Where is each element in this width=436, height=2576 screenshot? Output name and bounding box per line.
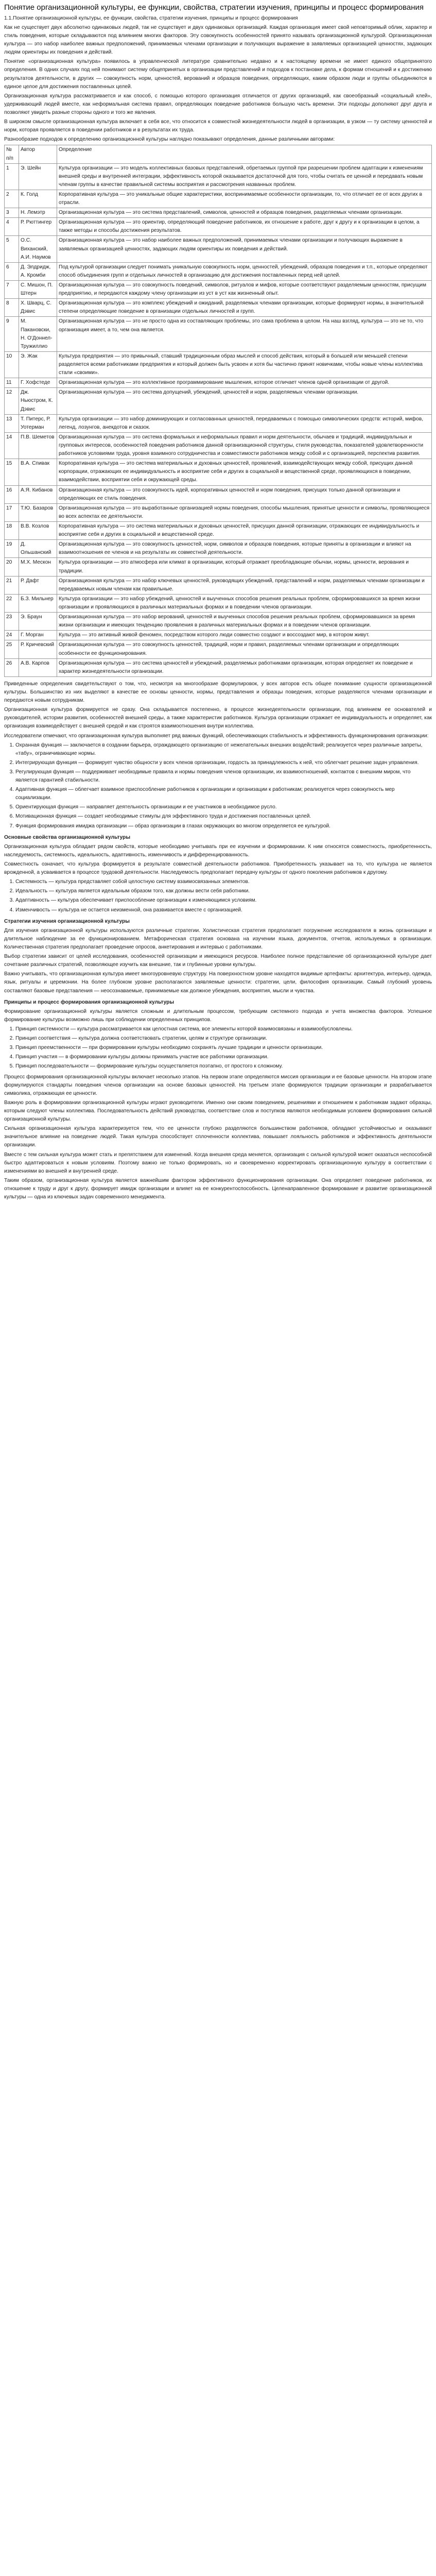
cell-definition: Культура организации — это модель коллективных базовых представлений, обретаемых группой при разрешении проблем адаптации к изменениям внешней среды и внутренней интеграции, эффективность которой оказывается достаточной для того, чтобы считать ее ценной и передавать новым членам группы в качестве правильной системы восприятия и рассмотрения названных проблем. bbox=[57, 163, 432, 190]
table-header-row bbox=[5, 145, 432, 163]
cell-number: 24 bbox=[5, 631, 19, 640]
table-row bbox=[5, 459, 432, 485]
list-item: 6. Мотивационная функция — создает необходимые стимулы для эффективного труда и достижения поставленных целей. bbox=[15, 812, 432, 821]
cell-author: Дж. Ньюстром, К. Дэвис bbox=[19, 388, 57, 414]
table-row bbox=[5, 317, 432, 351]
cell-definition: Корпоративная культура — это система материальных и духовных ценностей, проявлений, взаимодействующих между собой, присущих данной корпорации, отражающих ее индивидуальность и восприятие себя и других в социальной и вещественной среде, проявляющихся в поведении, взаимодействии, восприятии себя и окружающей среды. bbox=[57, 459, 432, 485]
cell-number: 14 bbox=[5, 432, 19, 459]
cell-number: 6 bbox=[5, 262, 19, 280]
cell-author: Х. Шварц, С. Дэвис bbox=[19, 299, 57, 317]
cell-number: 11 bbox=[5, 378, 19, 388]
paragraph: Организационная культура рассматривается и как способ, с помощью которого организация отличается от других организаций, как своеобразный «социальный клей», удерживающий людей вместе, как неформальная система правил, определяющих поведение работников большую часть времени. Эти подходы дополняют друг друга и позволяют увидеть разные стороны одного и того же явления. bbox=[4, 93, 432, 115]
cell-author: Р. Рюттингер bbox=[19, 218, 57, 236]
cell-definition: Организационная культура — это не просто одна из составляющих проблемы, это сама проблема в целом. На наш взгляд, культура — это не то, что организация имеет, а то, чем она является. bbox=[57, 317, 432, 351]
table-row bbox=[5, 432, 432, 459]
table-row bbox=[5, 208, 432, 218]
cell-author: Д. Ольшанский bbox=[19, 540, 57, 558]
cell-number: 2 bbox=[5, 190, 19, 208]
cell-author: Т.Ю. Базаров bbox=[19, 503, 57, 521]
paragraph: Организационная культура формируется не сразу. Она складывается постепенно, в процессе жизнедеятельности организации, под влиянием ее основателей и руководителей, истории развития, особенностей внешней среды, а также характеристик работников. Культура организации отражает ее индивидуальность и определяет, как организация взаимодействует с внешней средой и как строятся взаимоотношения внутри коллектива. bbox=[4, 707, 432, 730]
cell-number: 21 bbox=[5, 576, 19, 594]
list-item: 3. Адаптивность — культура обеспечивает приспособление организации к изменяющимся условиям. bbox=[15, 896, 432, 905]
cell-number: 16 bbox=[5, 485, 19, 503]
cell-definition: Культура предприятия — это привычный, ставший традиционным образ мыслей и способ действия, который в большей или меньшей степени разделяется всеми работниками предприятия и который должен быть усвоен и хотя бы частично принят новичками, чтобы новые члены коллектива стали «своими». bbox=[57, 351, 432, 378]
paragraph: Сильная организационная культура характеризуется тем, что ее ценности глубоко разделяются большинством работников, обладают устойчивостью и оказывают значительное влияние на поведение людей. Такая культура способствует сплоченности коллектива, повышает лояльность работников и эффективность деятельности организации. bbox=[4, 1126, 432, 1148]
paragraph: Для изучения организационной культуры используются различные стратегии. Холистическая стратегия предполагает погружение исследователя в жизнь организации и длительное наблюдение за ее функционированием. Метафорическая стратегия основана на изучении языка, документов, отчетов, используемых в организации. Количественная стратегия предполагает проведение опросов, анкетирования и интервью с работниками. bbox=[4, 927, 432, 951]
cell-author: Т. Питерс, Р. Уотерман bbox=[19, 414, 57, 432]
cell-number: 13 bbox=[5, 414, 19, 432]
table-row bbox=[5, 299, 432, 317]
table-row bbox=[5, 658, 432, 676]
cell-number: 19 bbox=[5, 540, 19, 558]
table-row bbox=[5, 190, 432, 208]
cell-definition: Организационная культура — это набор ключевых ценностей, руководящих убеждений, представлений и норм, разделяемых членами организации и передаваемых новым членам как правильные. bbox=[57, 576, 432, 594]
cell-author: М. Пакановски, Н. О'Доннел-Тружиллио bbox=[19, 317, 57, 351]
cell-definition: Организационная культура — это комплекс убеждений и ожиданий, разделяемых членами организации, которые формируют нормы, в значительной степени определяющие поведение в организации отдельных личностей и групп. bbox=[57, 299, 432, 317]
cell-definition: Организационная культура — это выработанные организацией нормы поведения, способы мышления, принятые ценности и символы, проявляющиеся во всех аспектах ее деятельности. bbox=[57, 503, 432, 521]
table-row bbox=[5, 262, 432, 280]
list-item: 2. Принцип соответствия — культура должна соответствовать стратегии, целям и структуре организации. bbox=[15, 1035, 432, 1043]
list-item: 2. Идеальность — культура является идеальным образом того, как должны вести себя работники. bbox=[15, 887, 432, 895]
cell-author: П.В. Шеметов bbox=[19, 432, 57, 459]
table-row bbox=[5, 378, 432, 388]
table-row bbox=[5, 281, 432, 299]
cell-number: 17 bbox=[5, 503, 19, 521]
cell-definition: Организационная культура — это совокупность ценностей, норм, символов и образцов поведения, которые приняты в организации и влияют на взаимоотношения ее членов и на результаты их совместной деятельности. bbox=[57, 540, 432, 558]
cell-definition: Организационная культура — это набор наиболее важных предположений, принимаемых членами организации и получающих выражение в заявляемых организацией ценностях, задающих людям ориентиры их поведения и действий. bbox=[57, 236, 432, 262]
section-heading: Стратегии изучения организационной культуры bbox=[4, 918, 130, 924]
table-row bbox=[5, 613, 432, 631]
cell-definition: Под культурой организации следует понимать уникальную совокупность норм, ценностей, убеждений, образцов поведения и т.п., которые определяют способ объединения групп и отдельных личностей в организацию для достижения поставленных перед ней целей. bbox=[57, 262, 432, 280]
cell-author: Э. Браун bbox=[19, 613, 57, 631]
section-heading: Основные свойства организационной культуры bbox=[4, 834, 131, 840]
cell-definition: Культура организации — это набор убеждений, ценностей и выученных способов решения реальных проблем, сформировавшихся за время жизни организации и проявляющихся в различных материальных формах и в поведении членов организации. bbox=[57, 594, 432, 612]
strategy-section bbox=[4, 927, 432, 995]
paragraph: Организационная культура обладает рядом свойств, которые необходимо учитывать при ее изучении и формировании. К ним относятся совместность, приобретенность, наследуемость, системность, идеальность, адаптивность, изменчивость и дифференцированность. bbox=[4, 843, 432, 858]
cell-definition: Корпоративная культура — это уникальные общие характеристики, воспринимаемые особенности организации, то, что отличает ее от всех других в отрасли. bbox=[57, 190, 432, 208]
list-item: 5. Принцип последовательности — формирование культуры осуществляется поэтапно, от простого к сложному. bbox=[15, 1062, 432, 1071]
cell-number: 3 bbox=[5, 208, 19, 218]
functions-list bbox=[4, 741, 432, 831]
table-row bbox=[5, 558, 432, 576]
section-heading: Принципы и процесс формирования организационной культуры bbox=[4, 999, 175, 1005]
cell-author: Э. Жак bbox=[19, 351, 57, 378]
cell-author: Д. Элдридж, А. Кромби bbox=[19, 262, 57, 280]
cell-number: 1 bbox=[5, 163, 19, 190]
table-row bbox=[5, 218, 432, 236]
cell-definition: Культура — это активный живой феномен, посредством которого люди совместно создают и воссоздают мир, в котором живут. bbox=[57, 631, 432, 640]
cell-definition: Организационная культура — это система ценностей и убеждений, разделяемых работниками организации, которая определяет их поведение и характер жизнедеятельности организации. bbox=[57, 658, 432, 676]
cell-definition: Организационная культура — это система представлений, символов, ценностей и образцов поведения, разделяемых членами организации. bbox=[57, 208, 432, 218]
cell-author: К. Голд bbox=[19, 190, 57, 208]
cell-definition: Корпоративная культура — это система материальных и духовных ценностей, присущих данной организации, отражающих ее индивидуальность и восприятие себя и других в социальной и вещественной среде. bbox=[57, 521, 432, 539]
cell-author: Г. Морган bbox=[19, 631, 57, 640]
cell-author: А.В. Карпов bbox=[19, 658, 57, 676]
cell-author: Б.З. Мильнер bbox=[19, 594, 57, 612]
paragraph: Совместность означает, что культура формируется в результате совместной деятельности работников. Приобретенность указывает на то, что культура не является врожденной, а усваивается в процессе трудовой деятельности. Наследуемость предполагает передачу культуры от одного поколения работников к другому. bbox=[4, 861, 432, 876]
paragraph: 1.1.Понятие организационной культуры, ее функции, свойства, стратегии изучения, принципы и процесс формирования bbox=[4, 15, 298, 21]
properties-section bbox=[4, 843, 432, 877]
table-row bbox=[5, 163, 432, 190]
cell-definition: Организационная культура — это совокупность идей, корпоративных ценностей и норм поведения, присущих только данной организации и определяющих ее стиль поведения. bbox=[57, 485, 432, 503]
cell-author: Э. Шейн bbox=[19, 163, 57, 190]
cell-number: 18 bbox=[5, 521, 19, 539]
paragraph: Важную роль в формировании организационной культуры играют руководители. Именно они своим поведением, решениями и отношением к работникам задают образцы, которым следуют члены коллектива. Последовательность действий руководства, соответствие слов и поступков являются необходимым условием формирования сильной организационной культуры. bbox=[4, 1099, 432, 1123]
list-item: 1. Охранная функция — заключается в создании барьера, ограждающего организацию от нежелательных внешних воздействий; реализуется через различные запреты, «табу», ограничивающие нормы. bbox=[15, 741, 432, 758]
cell-author: В.В. Козлов bbox=[19, 521, 57, 539]
cell-number: 9 bbox=[5, 317, 19, 351]
cell-number: 15 bbox=[5, 459, 19, 485]
principles-list bbox=[4, 1025, 432, 1071]
cell-author: В.А. Спивак bbox=[19, 459, 57, 485]
cell-definition: Организационная культура — это набор верований, ценностей и выученных способов решения реальных проблем, сформировавшихся за время жизни организации и имеющих тенденцию проявления в различных материальных формах и в поведении членов организации. bbox=[57, 613, 432, 631]
table-row bbox=[5, 640, 432, 658]
table-row bbox=[5, 576, 432, 594]
column-header-author: Автор bbox=[19, 145, 57, 163]
list-item: 1. Принцип системности — культура рассматривается как целостная система, все элементы которой взаимосвязаны и взаимообусловлены. bbox=[15, 1025, 432, 1033]
document-title: Понятие организационной культуры, ее функции, свойства, стратегии изучения, принципы и процесс формирования bbox=[4, 3, 424, 12]
table-row bbox=[5, 540, 432, 558]
cell-number: 12 bbox=[5, 388, 19, 414]
cell-definition: Организационная культура — это система формальных и неформальных правил и норм деятельности, обычаев и традиций, индивидуальных и групповых интересов, особенностей поведения работников данной организационной структуры, стиля руководства, показателей удовлетворенности работников условиями труда, уровня взаимного сотрудничества и совместимости работников между собой и с организацией, перспектив развития. bbox=[57, 432, 432, 459]
cell-author: С. Мишон, П. Штерн bbox=[19, 281, 57, 299]
after-table-section bbox=[4, 680, 432, 740]
cell-number: 22 bbox=[5, 594, 19, 612]
cell-author: Р. Дафт bbox=[19, 576, 57, 594]
table-row bbox=[5, 351, 432, 378]
column-header-number: № п/п bbox=[5, 145, 19, 163]
cell-number: 8 bbox=[5, 299, 19, 317]
principles-section bbox=[4, 1008, 432, 1024]
table-row bbox=[5, 388, 432, 414]
cell-number: 10 bbox=[5, 351, 19, 378]
cell-definition: Организационная культура — это совокупность поведений, символов, ритуалов и мифов, которые соответствуют разделяемым ценностям, присущим предприятию, и передаются каждому члену организации из уст в уст как жизненный опыт. bbox=[57, 281, 432, 299]
paragraph: Формирование организационной культуры является сложным и длительным процессом, требующим системного подхода и учета множества факторов. Успешное формирование культуры возможно лишь при соблюдении определенных принципов. bbox=[4, 1008, 432, 1023]
list-item: 3. Принцип преемственности — при формировании культуры необходимо сохранять лучшие традиции и ценности организации. bbox=[15, 1044, 432, 1052]
cell-definition: Организационная культура — это коллективное программирование мышления, которое отличает членов одной организации от другой. bbox=[57, 378, 432, 388]
cell-number: 20 bbox=[5, 558, 19, 576]
intro-section bbox=[4, 14, 432, 144]
document bbox=[0, 0, 436, 1201]
table-row bbox=[5, 594, 432, 612]
properties-list bbox=[4, 878, 432, 914]
paragraph: Таким образом, организационная культура является важнейшим фактором эффективного функционирования организации. Она определяет поведение работников, их отношение к труду и друг к другу, формирует имидж организации и влияет на ее конкурентоспособность. Целенаправленное формирование и развитие организационной культуры — одна из ключевых задач современного менеджмента. bbox=[4, 1177, 432, 1200]
list-item: 3. Регулирующая функция — поддерживает необходимые правила и нормы поведения членов организации, их взаимоотношений, контактов с внешним миром, что является гарантией стабильности. bbox=[15, 768, 432, 785]
paragraph: Разнообразие подходов к определению организационной культуры наглядно показывают определения, данные различными авторами: bbox=[4, 137, 335, 143]
cell-author: Н. Лемэтр bbox=[19, 208, 57, 218]
cell-definition: Культура организации — это набор доминирующих и согласованных ценностей, передаваемых с помощью символических средств: историй, мифов, легенд, лозунгов, анекдотов и сказок. bbox=[57, 414, 432, 432]
cell-definition: Организационная культура — это совокупность ценностей, традиций, норм и правил, разделяемых членами организации и определяющих особенности ее функционирования. bbox=[57, 640, 432, 658]
cell-author: О.С. Виханский, А.И. Наумов bbox=[19, 236, 57, 262]
cell-number: 4 bbox=[5, 218, 19, 236]
cell-number: 23 bbox=[5, 613, 19, 631]
table-body bbox=[5, 163, 432, 676]
cell-number: 26 bbox=[5, 658, 19, 676]
table-row bbox=[5, 485, 432, 503]
paragraph: Приведенные определения свидетельствуют о том, что, несмотря на многообразие формулировок, у всех авторов есть общее понимание сущности организационной культуры. Большинство из них выделяют в качестве ее основы ценности, нормы, представления и образцы поведения, которые разделяются членами организации и передаются новым сотрудникам. bbox=[4, 681, 432, 704]
definitions-table bbox=[4, 145, 432, 676]
cell-definition: Организационная культура — это ориентир, определяющий поведение работников, их отношение к работе, друг к другу и к организации в целом, а также методы и способы достижения результатов. bbox=[57, 218, 432, 236]
table-row bbox=[5, 236, 432, 262]
cell-author: М.Х. Мескон bbox=[19, 558, 57, 576]
list-item: 4. Принцип участия — в формировании культуры должны принимать участие все работники организации. bbox=[15, 1053, 432, 1061]
paragraph: Вместе с тем сильная культура может стать и препятствием для изменений. Когда внешняя среда меняется, организация с сильной культурой может оказаться неспособной быстро адаптироваться к новым условиям. Поэтому важно не только формировать, но и своевременно корректировать организационную культуру в соответствии с изменениями во внешней и внутренней среде. bbox=[4, 1151, 432, 1174]
list-item: 1. Системность — культура представляет собой целостную систему взаимосвязанных элементов. bbox=[15, 878, 432, 886]
paragraph: Важно учитывать, что организационная культура имеет многоуровневую структуру. На поверхностном уровне находятся видимые артефакты: архитектура, интерьер, одежда, язык, ритуалы и церемонии. На более глубоком уровне располагаются заявляемые ценности: стратегии, цели, философия организации. Самый глубокий уровень составляют базовые представления — неосознаваемые, принимаемые как должное убеждения, восприятия, мысли и чувства. bbox=[4, 971, 432, 994]
list-item: 4. Изменчивость — культура не остается неизменной, она развивается вместе с организацией. bbox=[15, 906, 432, 914]
table-row bbox=[5, 414, 432, 432]
cell-author: А.Я. Кибанов bbox=[19, 485, 57, 503]
paragraph: Процесс формирования организационной культуры включает несколько этапов. На первом этапе определяются миссия организации и ее базовые ценности. На втором этапе формулируются стандарты поведения членов организации на основе базовых ценностей. На третьем этапе формируются традиции организации и разрабатывается символика, отражающая ее ценности. bbox=[4, 1074, 432, 1096]
cell-definition: Культура организации — это атмосфера или климат в организации, который отражает преобладающие обычаи, нормы, ценности, верования и традиции. bbox=[57, 558, 432, 576]
paragraph: Понятие «организационная культура» появилось в управленческой литературе сравнительно недавно и к настоящему времени не имеет единого общепринятого определения. В одних случаях под ней понимают систему общепринятых в организации представлений и подходов к постановке дела, к формам отношений и к достижению результатов деятельности, в других — совокупность норм, ценностей, верований и образцов поведения, определяющих, каким образом люди и группы объединяются в единое целое для достижения поставленных целей. bbox=[4, 59, 432, 90]
table-row bbox=[5, 631, 432, 640]
paragraph: Исследователи отмечают, что организационная культура выполняет ряд важных функций, обеспечивающих стабильность и эффективность функционирования организации: bbox=[4, 733, 429, 739]
cell-definition: Организационная культура — это система допущений, убеждений, ценностей и норм, разделяемых членами организации. bbox=[57, 388, 432, 414]
cell-author: Р. Кричевский bbox=[19, 640, 57, 658]
list-item: 4. Адаптивная функция — облегчает взаимное приспособление работников к организации и организации к работникам; реализуется через совокупность мер социализации. bbox=[15, 786, 432, 802]
cell-number: 7 bbox=[5, 281, 19, 299]
list-item: 5. Ориентирующая функция — направляет деятельность организации и ее участников в необходимое русло. bbox=[15, 803, 432, 811]
process-section bbox=[4, 1073, 432, 1202]
table-row bbox=[5, 503, 432, 521]
paragraph: Выбор стратегии зависит от целей исследования, особенностей организации и имеющихся ресурсов. Наиболее полное представление об организационной культуре дает сочетание различных стратегий, позволяющее изучить как внешние, так и глубинные уровни культуры. bbox=[4, 954, 432, 968]
table-row bbox=[5, 521, 432, 539]
list-item: 7. Функция формирования имиджа организации — образ организации в глазах окружающих во многом определяется ее культурой. bbox=[15, 822, 432, 831]
column-header-definition: Определение bbox=[57, 145, 432, 163]
paragraph: Как не существует двух абсолютно одинаковых людей, так не существует и двух одинаковых организаций. Каждая организация имеет свой неповторимый облик, характер и стиль поведения, которые складываются под влиянием многих факторов. Эту совокупность особенностей принято называть организационной культурой. Организационная культура — это набор наиболее важных предположений, принимаемых членами организации и получающих выражение в заявляемых организацией ценностях, задающих людям ориентиры их поведения и действий. bbox=[4, 24, 432, 56]
cell-author: Г. Хофстеде bbox=[19, 378, 57, 388]
cell-number: 25 bbox=[5, 640, 19, 658]
cell-number: 5 bbox=[5, 236, 19, 262]
paragraph: В широком смысле организационная культура включает в себя все, что относится к совместной жизнедеятельности людей в организации, в узком — ту систему ценностей и норм, которая проявляется в поведении работников и в результатах их труда. bbox=[4, 119, 432, 133]
list-item: 2. Интегрирующая функция — формирует чувство общности у всех членов организации, гордость за принадлежность к ней, что облегчает решение задач управления. bbox=[15, 759, 432, 767]
